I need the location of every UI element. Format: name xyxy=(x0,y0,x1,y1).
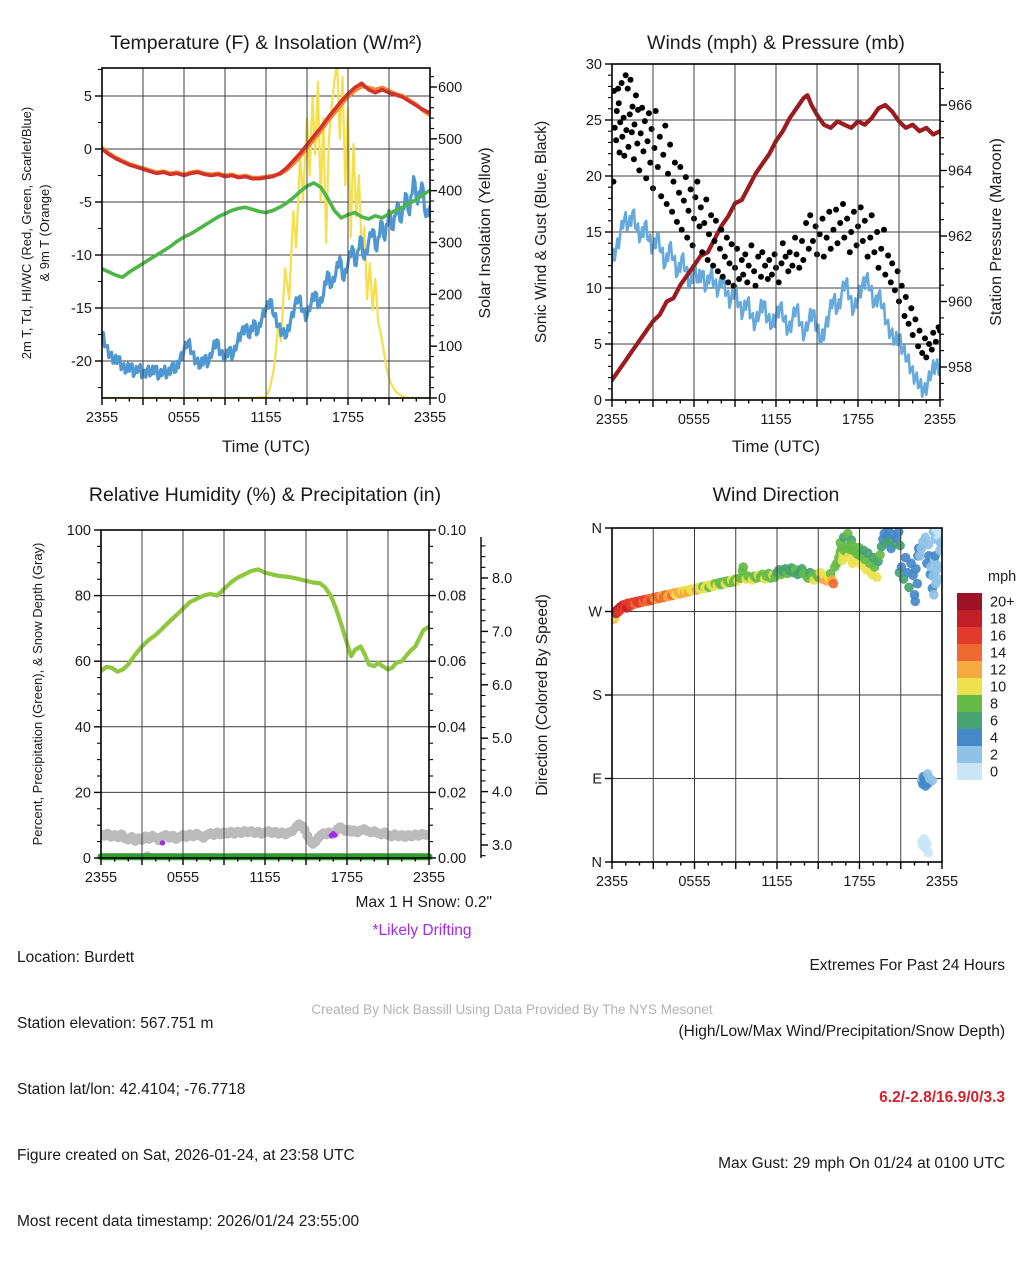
svg-text:20: 20 xyxy=(74,785,91,802)
likely-drifting-note: *Likely Drifting xyxy=(372,922,472,939)
svg-text:1755: 1755 xyxy=(330,870,364,886)
svg-text:500: 500 xyxy=(438,131,463,148)
svg-text:6.0: 6.0 xyxy=(492,677,513,694)
svg-text:-20: -20 xyxy=(71,354,92,370)
svg-text:10: 10 xyxy=(990,679,1007,696)
svg-text:1755: 1755 xyxy=(843,874,876,890)
svg-text:100: 100 xyxy=(66,523,91,539)
svg-text:100: 100 xyxy=(438,339,463,356)
svg-text:1755: 1755 xyxy=(841,412,875,428)
svg-text:0.10: 0.10 xyxy=(438,523,467,539)
svg-text:2355: 2355 xyxy=(925,874,959,890)
svg-text:2355: 2355 xyxy=(413,410,447,426)
svg-text:14: 14 xyxy=(990,645,1007,662)
svg-text:0.08: 0.08 xyxy=(438,588,467,605)
extremes-title: Extremes For Past 24 Hours xyxy=(809,957,1005,974)
humidity-precip-plot xyxy=(67,523,512,886)
svg-text:2355: 2355 xyxy=(412,870,446,886)
station-info xyxy=(17,903,359,1277)
svg-text:960: 960 xyxy=(948,294,973,311)
svg-text:1155: 1155 xyxy=(761,874,793,890)
svg-text:2355: 2355 xyxy=(595,412,629,428)
svg-text:4: 4 xyxy=(990,730,999,747)
svg-text:6: 6 xyxy=(990,713,999,730)
speed-colorbar xyxy=(957,569,1016,781)
svg-text:S: S xyxy=(592,688,602,704)
extremes-block xyxy=(679,911,1006,1219)
ylabel-pressure: Station Pressure (Maroon) xyxy=(988,138,1005,326)
winds-pressure-plot xyxy=(586,57,972,428)
xlabel-time-utc-right: Time (UTC) xyxy=(731,437,821,456)
svg-text:18: 18 xyxy=(990,611,1007,628)
svg-text:20+: 20+ xyxy=(990,594,1015,611)
ylabel-wind-gust: Sonic Wind & Gust (Blue, Black) xyxy=(533,120,550,344)
svg-text:1155: 1155 xyxy=(760,412,792,428)
svg-text:2355: 2355 xyxy=(595,874,629,890)
recent-timestamp: Most recent data timestamp: 2026/01/24 23:55:00 xyxy=(17,1213,360,1230)
temperature-insolation-plot xyxy=(71,62,462,426)
svg-text:4.0: 4.0 xyxy=(492,784,513,801)
svg-text:0: 0 xyxy=(83,142,92,158)
wind-direction-plot xyxy=(588,521,958,890)
svg-text:5: 5 xyxy=(83,89,92,105)
svg-text:0.04: 0.04 xyxy=(438,719,467,736)
svg-text:0555: 0555 xyxy=(167,410,201,426)
svg-text:0: 0 xyxy=(990,764,999,781)
ylabel-percent-precip-snow: Percent, Precipitation (Green), & Snow Depth (Gray) xyxy=(30,542,45,846)
svg-text:0: 0 xyxy=(82,851,91,867)
svg-text:0555: 0555 xyxy=(677,412,711,428)
svg-text:2355: 2355 xyxy=(923,412,957,428)
svg-text:1155: 1155 xyxy=(249,870,281,886)
svg-text:30: 30 xyxy=(585,57,602,73)
svg-text:1755: 1755 xyxy=(331,410,365,426)
svg-text:W: W xyxy=(588,604,602,621)
ylabel-temperature-line2: & 9m T (Orange) xyxy=(37,184,52,282)
station-location: Location: Burdett xyxy=(17,949,135,966)
svg-text:20: 20 xyxy=(585,169,602,185)
svg-text:N: N xyxy=(591,521,602,537)
svg-text:2355: 2355 xyxy=(85,410,119,426)
svg-text:0555: 0555 xyxy=(678,874,711,890)
svg-text:2: 2 xyxy=(990,747,999,764)
title-wind-direction-chart: Wind Direction xyxy=(712,484,840,506)
svg-text:60: 60 xyxy=(74,654,91,671)
ylabel-temperature-line1: 2m T, Td, HI/WC (Red, Green, Scarlet/Blue) xyxy=(19,106,34,360)
svg-text:300: 300 xyxy=(438,235,463,252)
svg-text:0: 0 xyxy=(438,391,447,407)
svg-text:966: 966 xyxy=(948,98,973,114)
title-humidity-chart: Relative Humidity (%) & Precipitation (in) xyxy=(88,484,442,506)
figure-created: Figure created on Sat, 2026-01-24, at 23:58 UTC xyxy=(17,1147,355,1164)
svg-text:0: 0 xyxy=(593,393,602,409)
svg-text:N: N xyxy=(591,855,602,871)
svg-text:8.0: 8.0 xyxy=(492,571,513,587)
svg-text:600: 600 xyxy=(438,80,463,97)
svg-text:10: 10 xyxy=(585,281,602,297)
station-latlon: Station lat/lon: 42.4104; -76.7718 xyxy=(17,1081,246,1098)
svg-text:7.0: 7.0 xyxy=(492,624,513,641)
svg-text:962: 962 xyxy=(948,229,973,245)
svg-text:400: 400 xyxy=(438,183,463,200)
svg-text:-15: -15 xyxy=(71,301,92,317)
svg-text:12: 12 xyxy=(990,662,1007,679)
title-winds-chart: Winds (mph) & Pressure (mb) xyxy=(647,32,905,54)
svg-text:0555: 0555 xyxy=(166,870,200,886)
svg-text:E: E xyxy=(592,771,602,788)
svg-text:16: 16 xyxy=(990,628,1007,645)
svg-text:1155: 1155 xyxy=(250,410,282,426)
svg-text:80: 80 xyxy=(74,588,91,605)
svg-text:5.0: 5.0 xyxy=(492,731,513,748)
extremes-subtitle: (High/Low/Max Wind/Precipitation/Snow Depth) xyxy=(678,1023,1005,1040)
svg-text:-5: -5 xyxy=(79,195,92,211)
svg-text:5: 5 xyxy=(593,337,602,353)
svg-text:958: 958 xyxy=(948,360,973,376)
svg-text:3.0: 3.0 xyxy=(492,838,513,854)
svg-text:200: 200 xyxy=(438,287,463,304)
svg-text:0.00: 0.00 xyxy=(438,851,467,867)
ylabel-insolation: Solar Insolation (Yellow) xyxy=(477,147,494,319)
max-snow-note: Max 1 H Snow: 0.2" xyxy=(355,894,492,911)
ylabel-direction: Direction (Colored By Speed) xyxy=(534,594,551,796)
svg-text:40: 40 xyxy=(74,719,91,736)
svg-text:0.06: 0.06 xyxy=(438,654,467,671)
credit-line: Created By Nick Bassill Using Data Provided By The NYS Mesonet xyxy=(311,1002,713,1017)
station-elevation: Station elevation: 567.751 m xyxy=(17,1015,214,1032)
xlabel-time-utc-left: Time (UTC) xyxy=(221,437,311,456)
svg-text:2355: 2355 xyxy=(84,870,118,886)
svg-text:964: 964 xyxy=(948,163,973,180)
svg-text:25: 25 xyxy=(585,113,602,129)
svg-text:0.02: 0.02 xyxy=(438,785,467,802)
svg-text:-10: -10 xyxy=(71,248,92,264)
svg-text:8: 8 xyxy=(990,696,999,713)
svg-text:mph: mph xyxy=(988,569,1017,585)
extremes-values: 6.2/-2.8/16.9/0/3.3 xyxy=(879,1089,1005,1106)
svg-text:15: 15 xyxy=(585,225,602,241)
title-temperature-chart: Temperature (F) & Insolation (W/m²) xyxy=(109,32,423,54)
max-gust-note: Max Gust: 29 mph On 01/24 at 0100 UTC xyxy=(718,1155,1005,1172)
